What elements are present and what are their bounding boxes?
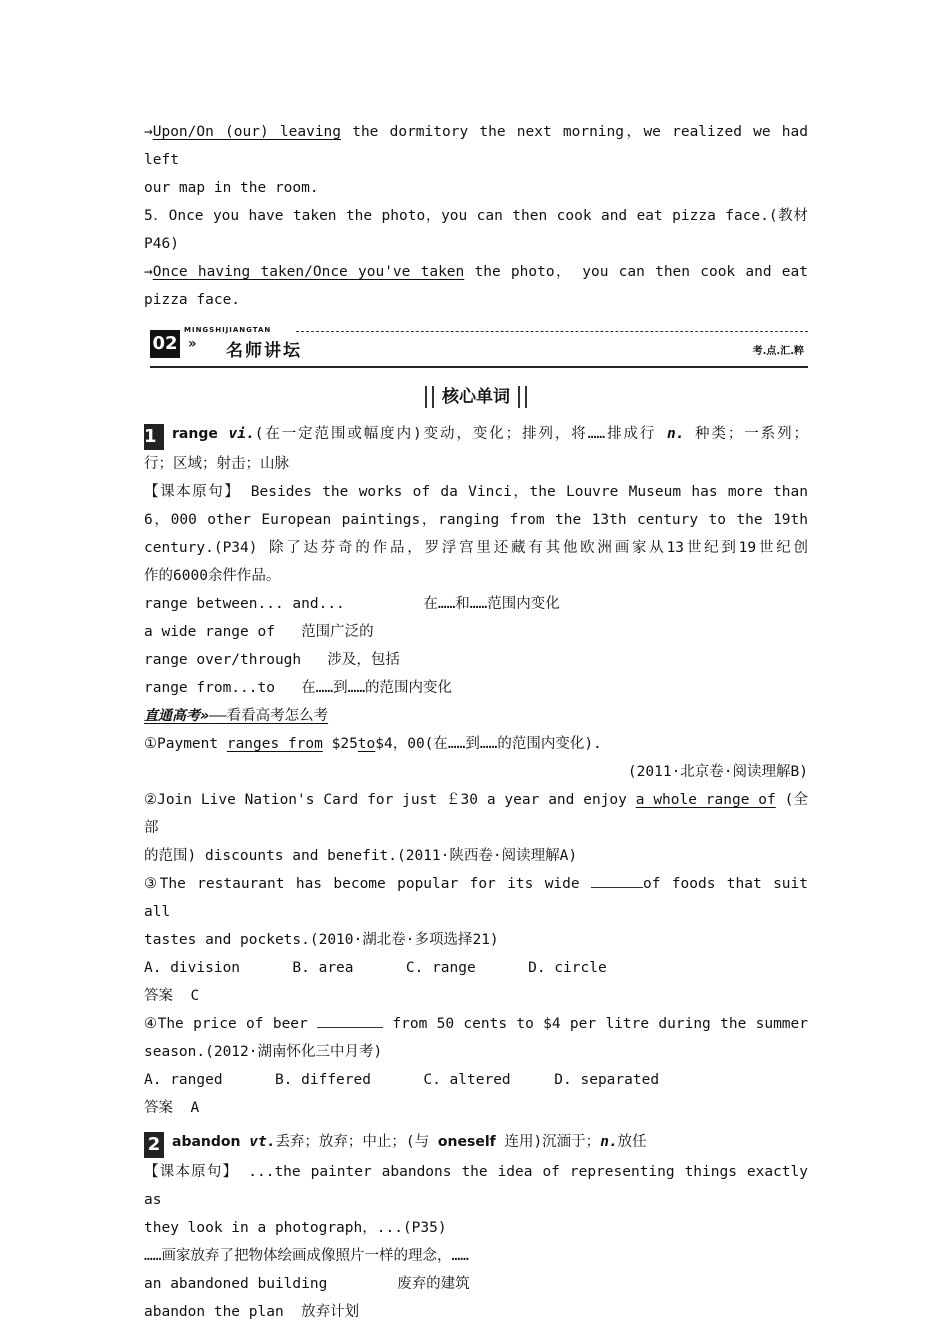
text-span: ④The price of beer — [144, 1016, 318, 1032]
phrase-line: a wide range of 范围广泛的 — [144, 624, 374, 640]
text-line: P46) — [144, 236, 179, 252]
source-line: century.(P34) 除了达芬奇的作品，罗浮宫里还藏有其他欧洲画家从13世纪到19世纪创 — [144, 540, 808, 556]
banner-rule — [150, 366, 808, 368]
text-span: $4，00(在……到……的范围内变化). — [375, 736, 602, 752]
part-of-speech: vt. — [249, 1134, 276, 1150]
definition-line: 行；区域；射击；山脉 — [144, 456, 289, 472]
question-line: season.(2012·湖南怀化三中月考) — [144, 1044, 383, 1060]
entry-word: abandon — [172, 1134, 241, 1150]
banner-number: 02 — [150, 330, 180, 358]
definition: 连用)沉湎于； — [495, 1134, 601, 1150]
word-entry-header — [144, 1128, 808, 1158]
section-heading — [144, 382, 808, 408]
definition: 种类；一系列； — [684, 426, 808, 442]
text-line — [144, 258, 808, 286]
text-span: the dormitory the next morning，we realized we had left — [144, 124, 817, 168]
question-line: 的范围) discounts and benefit.(2011·陕西卷·阅读理解A) — [144, 848, 578, 864]
entry-number: 2 — [144, 1132, 164, 1158]
answer-line: 答案 A — [144, 1100, 200, 1116]
document-page — [144, 118, 817, 1326]
answer-line: 答案 C — [144, 988, 200, 1004]
text-span: from 50 cents to $4 per litre during the summer — [383, 1016, 808, 1032]
exam-link-label: 直通高考» — [144, 708, 210, 724]
source-line: 6，000 other European paintings，ranging from the 13th century to the 19th — [144, 512, 808, 528]
options-line: A. ranged B. differed C. altered D. separated — [144, 1072, 660, 1088]
question-line — [144, 786, 808, 842]
question-line — [144, 730, 808, 758]
section-title: 核心单词 — [442, 387, 510, 407]
answer-underline: to — [357, 736, 376, 752]
definition: (在一定范围或幅度内)变动，变化；排列，将……排成行 — [254, 426, 667, 442]
answer-blank — [317, 1013, 383, 1028]
text-span: $25 — [322, 736, 358, 752]
source-line: 【课本原句】 ...the painter abandons the idea of representing things exactly as — [144, 1164, 817, 1208]
exam-link-rest: ——看看高考怎么考 — [209, 708, 329, 724]
phrase-line: range from...to 在……到……的范围内变化 — [144, 680, 453, 696]
answer-blank — [591, 873, 643, 888]
definition-bold: oneself — [437, 1134, 496, 1150]
text-line: 5．Once you have taken the photo，you can then cook and eat pizza face.(教材 — [144, 208, 808, 224]
arrow-icon: → — [144, 124, 153, 140]
options-line: A. division B. area C. range D. circle — [144, 960, 607, 976]
text-span: ③The restaurant has become popular for its wide — [144, 876, 591, 892]
source-line: they look in a photograph，...(P35) — [144, 1220, 447, 1236]
answer-underline: Once having taken/Once you've taken — [152, 264, 465, 280]
banner-dashed-line — [296, 331, 808, 332]
part-of-speech: n. — [600, 1134, 618, 1150]
banner-pinyin: MINGSHIJIANGTAN — [184, 326, 272, 334]
part-of-speech: vi. — [228, 426, 255, 442]
banner-title: 名师讲坛 — [226, 341, 302, 361]
definition: 丢弃；放弃；中止；(与 — [275, 1134, 438, 1150]
arrow-icon: → — [144, 264, 153, 280]
text-span: ②Join Live Nation's Card for just ￡30 a year and enjoy — [144, 792, 636, 808]
source-line: 作的6000余件作品。 — [144, 568, 281, 584]
heading-bar-right — [518, 386, 527, 408]
source-line: 【课本原句】 Besides the works of da Vinci，the Louvre Museum has more than — [144, 484, 808, 500]
question-line — [144, 1010, 808, 1038]
part-of-speech: n. — [666, 426, 685, 442]
question-line: tastes and pockets.(2010·湖北卷·多项选择21) — [144, 932, 499, 948]
double-chevron-icon: » — [188, 336, 197, 352]
source-line: ……画家放弃了把物体绘画成像照片一样的理念，…… — [144, 1248, 469, 1264]
banner-tag: 考.点.汇.粹 — [752, 346, 804, 357]
text-line — [144, 118, 817, 174]
answer-underline: a whole range of — [635, 792, 776, 808]
heading-bar-left — [425, 386, 434, 408]
answer-underline: Upon/On (our) leaving — [152, 124, 342, 140]
word-entry-header — [144, 420, 808, 450]
text-span: the photo， you can then cook and eat — [464, 264, 808, 280]
entry-number: 1 — [144, 424, 164, 450]
phrase-line: range over/through 涉及，包括 — [144, 652, 400, 668]
exam-link-line — [144, 702, 808, 730]
question-line — [144, 870, 817, 926]
phrase-line: an abandoned building 废弃的建筑 — [144, 1276, 470, 1292]
question-source: (2011·北京卷·阅读理解B) — [627, 764, 808, 780]
text-line: pizza face. — [144, 292, 241, 308]
text-span: of foods that suit all — [144, 876, 817, 920]
section-banner — [144, 328, 808, 368]
answer-underline: ranges from — [226, 736, 323, 752]
text-span: (全部 — [144, 792, 808, 836]
definition: 放任 — [617, 1134, 647, 1150]
entry-word: range — [172, 426, 218, 442]
text-span: ①Payment — [144, 736, 227, 752]
phrase-line: abandon the plan 放弃计划 — [144, 1304, 360, 1320]
text-line: our map in the room. — [144, 180, 319, 196]
phrase-line: range between... and... 在……和……范围内变化 — [144, 596, 560, 612]
